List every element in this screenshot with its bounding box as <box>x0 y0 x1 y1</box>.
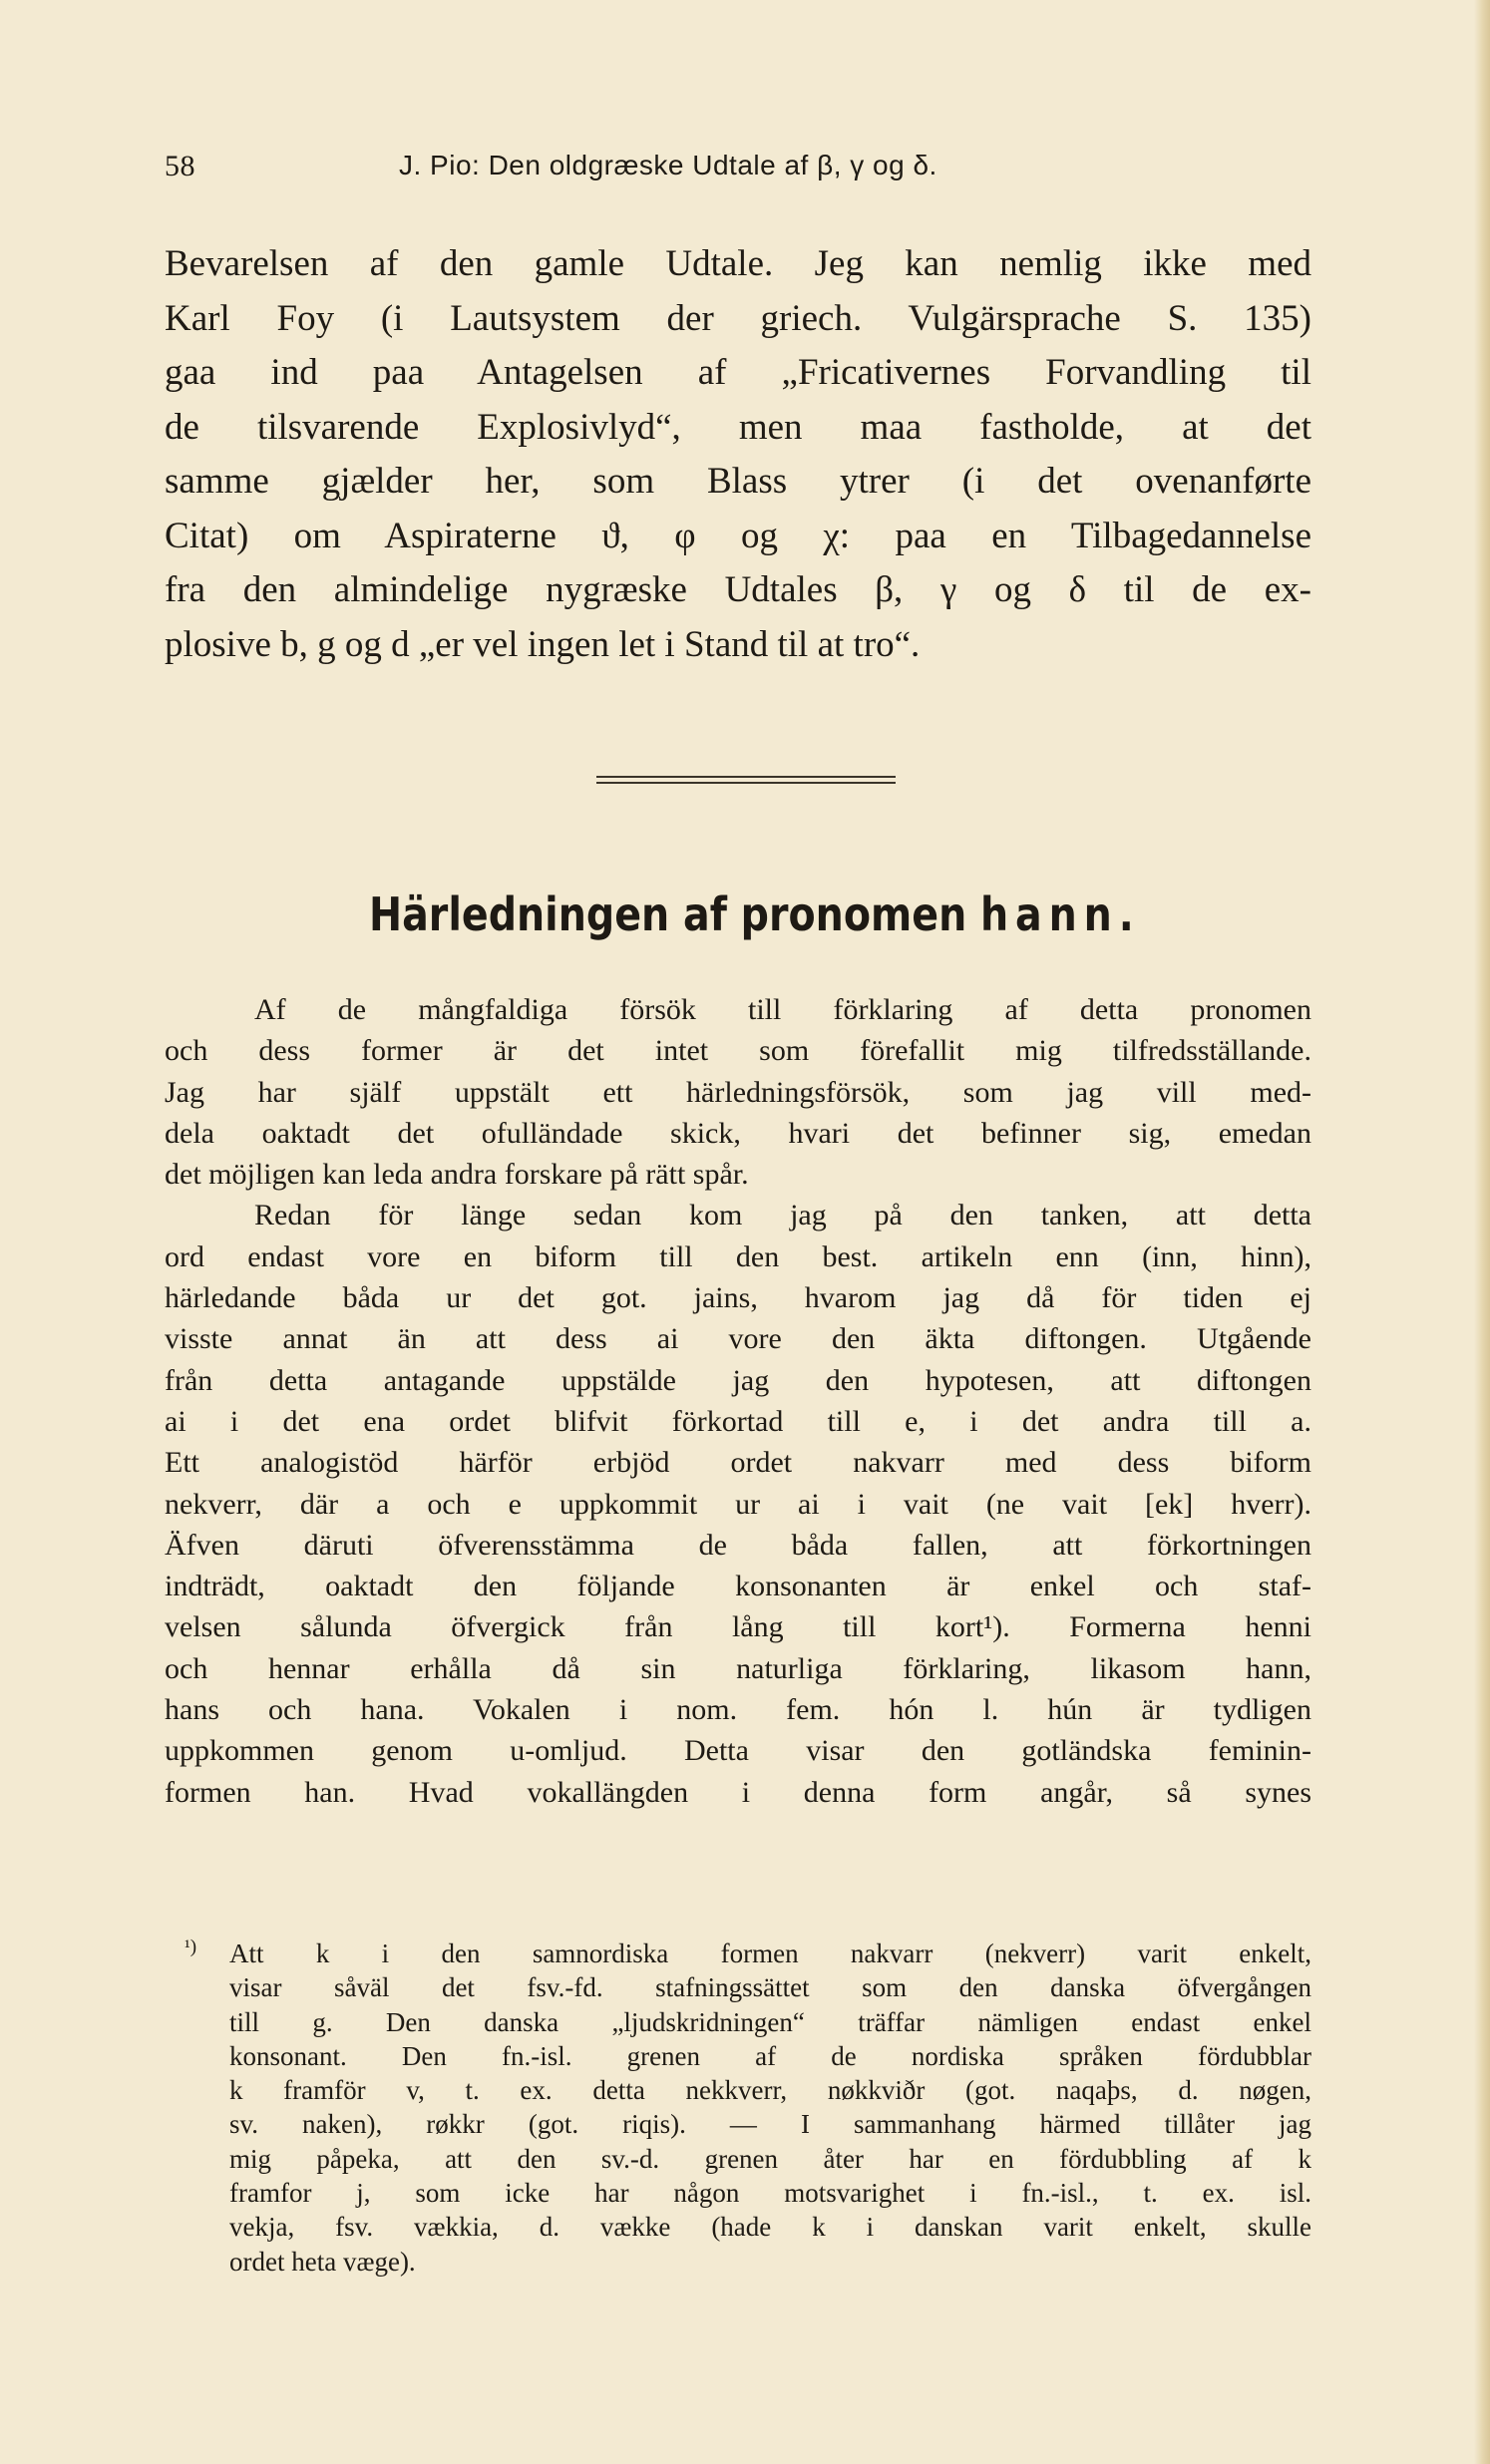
text-line: Ett analogistöd härför erbjöd ordet nakvarr med dess biform <box>165 1446 1311 1480</box>
text-line: Citat) om Aspiraterne ϑ, φ og χ: paa en Tilbagedannelse <box>165 515 1311 556</box>
page-number: 58 <box>165 150 195 182</box>
page-edge <box>1474 0 1490 2464</box>
text-line: från detta antagande uppstälde jag den hypotesen, att diftongen <box>165 1363 1311 1397</box>
text-line: formen han. Hvad vokallängden i denna form angår, så synes <box>165 1775 1311 1809</box>
footnote-line: visar såväl det fsv.-fd. stafningssättet som den danska öfvergången <box>229 1972 1311 2003</box>
text-line: fra den almindelige nygræske Udtales β, γ og δ til de ex- <box>165 569 1311 610</box>
footnote <box>185 1936 1311 2279</box>
footnote-line: till g. Den danska „ljudskridningen“ träffar nämligen endast enkel <box>229 2006 1311 2037</box>
section-divider <box>596 776 896 784</box>
text-line: Redan för länge sedan kom jag på den tanken, att detta <box>254 1199 1311 1232</box>
text-line: Af de mångfaldiga försök till förklaring af detta pronomen <box>254 993 1311 1026</box>
text-line: visste annat än att dess ai vore den äkta diftongen. Utgående <box>165 1322 1311 1356</box>
intro-paragraph <box>165 237 1311 672</box>
footnote-text: Att k i den samnordiska formen nakvarr (nekverr) varit enkelt, <box>229 1938 1311 1968</box>
footnote-line <box>185 1936 1311 1970</box>
text-line: hans och hana. Vokalen i nom. fem. hón l. hún är tydligen <box>165 1693 1311 1727</box>
text-line: velsen sålunda öfvergick från lång till kort¹). Formerna henni <box>165 1610 1311 1644</box>
text-line: ord endast vore en biform till den best. artikeln enn (inn, hinn), <box>165 1239 1311 1273</box>
text-line: samme gjælder her, som Blass ytrer (i det ovenanførte <box>165 461 1311 502</box>
heading-main: Härledningen af pronomen <box>369 887 967 941</box>
running-title: J. Pio: Den oldgræske Udtale af β, γ og δ. <box>399 150 937 180</box>
text-line: nekverr, där a och e uppkommit ur ai i vait (ne vait [ek] hverr). <box>165 1487 1311 1521</box>
footnote-line: vekja, fsv. vækkia, d. vække (hade k i danskan varit enkelt, skulle <box>229 2212 1311 2243</box>
footnote-line: konsonant. Den fn.-isl. grenen af de nordiska språken fördubblar <box>229 2040 1311 2071</box>
footnote-line: sv. naken), røkkr (got. riqis). — I sammanhang härmed tillåter jag <box>229 2109 1311 2140</box>
footnote-line: k framför v, t. ex. detta nekkverr, nøkkviðr (got. naqaþs, d. nøgen, <box>229 2075 1311 2106</box>
text-line: ai i det ena ordet blifvit förkortad till e, i det andra till a. <box>165 1404 1311 1438</box>
footnote-line: framfor j, som icke har någon motsvarighet i fn.-isl., t. ex. isl. <box>229 2178 1311 2209</box>
body-text <box>165 989 1311 1813</box>
text-line: Bevarelsen af den gamle Udtale. Jeg kan nemlig ikke med <box>165 243 1311 284</box>
text-line: Äfven däruti öfverensstämma de båda fallen, att förkortningen <box>165 1528 1311 1562</box>
heading-spaced: hann. <box>980 887 1141 941</box>
text-line: det möjligen kan leda andra forskare på rätt spår. <box>165 1158 749 1192</box>
page-header <box>165 150 1331 189</box>
text-line: dela oaktadt det ofulländade skick, hvari det befinner sig, emedan <box>165 1116 1311 1150</box>
footnote-marker: ¹) <box>185 1936 197 1957</box>
text-line: plosive b, g og d „er vel ingen let i Stand til at tro“. <box>165 623 921 665</box>
text-line: gaa ind paa Antagelsen af „Fricativernes Forvandling til <box>165 352 1311 393</box>
text-line: de tilsvarende Explosivlyd“, men maa fastholde, at det <box>165 406 1311 448</box>
section-heading <box>369 887 1141 941</box>
text-line: Karl Foy (i Lautsystem der griech. Vulgärsprache S. 135) <box>165 297 1311 339</box>
footnote-line: mig påpeka, att den sv.-d. grenen åter har en fördubbling af k <box>229 2143 1311 2174</box>
text-line: Jag har själf uppstält ett härledningsförsök, som jag vill med- <box>165 1075 1311 1109</box>
text-line: indträdt, oaktadt den följande konsonanten är enkel och staf- <box>165 1570 1311 1603</box>
text-line: uppkommen genom u-omljud. Detta visar den gotländska feminin- <box>165 1734 1311 1768</box>
footnote-line: ordet heta væge). <box>229 2246 416 2277</box>
text-line: härledande båda ur det got. jains, hvarom jag då för tiden ej <box>165 1281 1311 1315</box>
text-line: och dess former är det intet som förefallit mig tilfredsställande. <box>165 1034 1311 1068</box>
text-line: och hennar erhålla då sin naturliga förklaring, likasom hann, <box>165 1651 1311 1685</box>
